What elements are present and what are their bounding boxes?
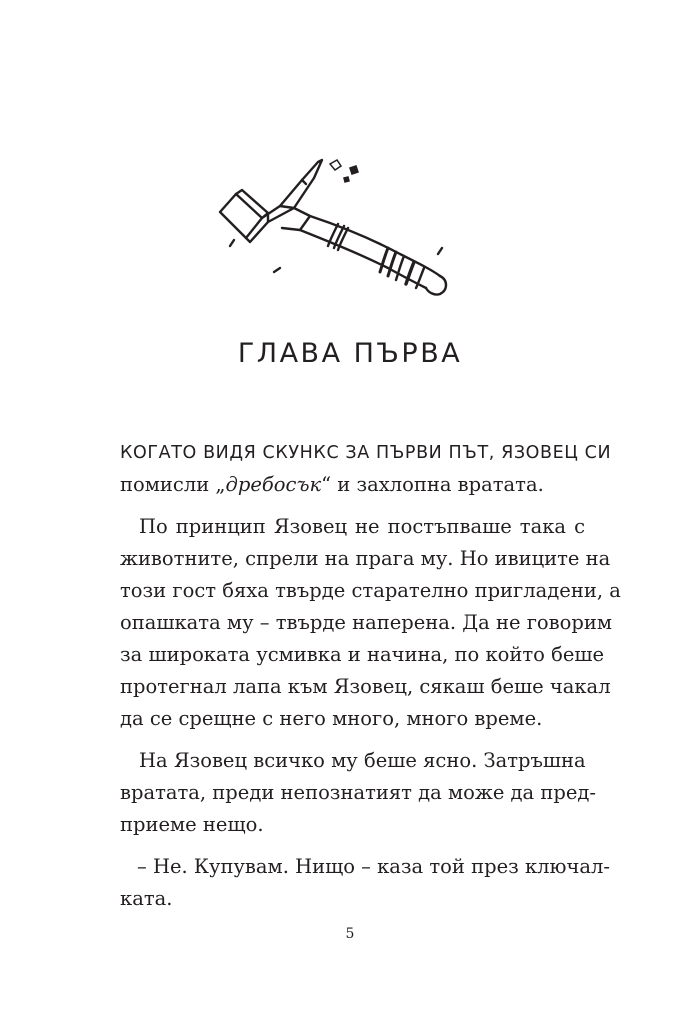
text-line: На Язовец всичко му беше ясно. Затръшна <box>139 749 586 772</box>
chapter-body <box>120 437 621 915</box>
text-line: вратата, преди непознатият да може да пред- <box>120 781 596 804</box>
text-line: животните, спрели на прага му. Но ивиците на <box>120 547 611 570</box>
page-number: 5 <box>345 926 355 942</box>
text-fragment: “ и захлопна вратата. <box>321 473 544 496</box>
text-line: да се срещне с него много, много време. <box>120 707 543 730</box>
text-line: КОГАТО ВИДЯ СКУНКС ЗА ПЪРВИ ПЪТ, ЯЗОВЕЦ СИ <box>120 443 612 463</box>
text-fragment: помисли „ <box>120 473 226 496</box>
text-line: ката. <box>120 887 173 910</box>
italic-word: дребосък <box>225 473 322 496</box>
text-line: протегнал лапа към Язовец, сякаш беше чакал <box>120 675 611 698</box>
hammer-icon <box>210 150 470 300</box>
chapter-title: ГЛАВА ПЪРВА <box>237 338 463 369</box>
text-line: – Не. Купувам. Нищо – каза той през ключал- <box>137 855 611 878</box>
text-line: По принцип Язовец не постъпваше така с <box>139 515 585 538</box>
text-line: опашката му – твърде наперена. Да не говорим <box>120 611 613 634</box>
text-line: за широката усмивка и начина, по който беше <box>120 643 605 666</box>
text-line: приеме нещо. <box>120 813 264 836</box>
text-line: този гост бяха твърде старателно пригладени, а <box>120 579 621 602</box>
text-line <box>120 469 585 501</box>
